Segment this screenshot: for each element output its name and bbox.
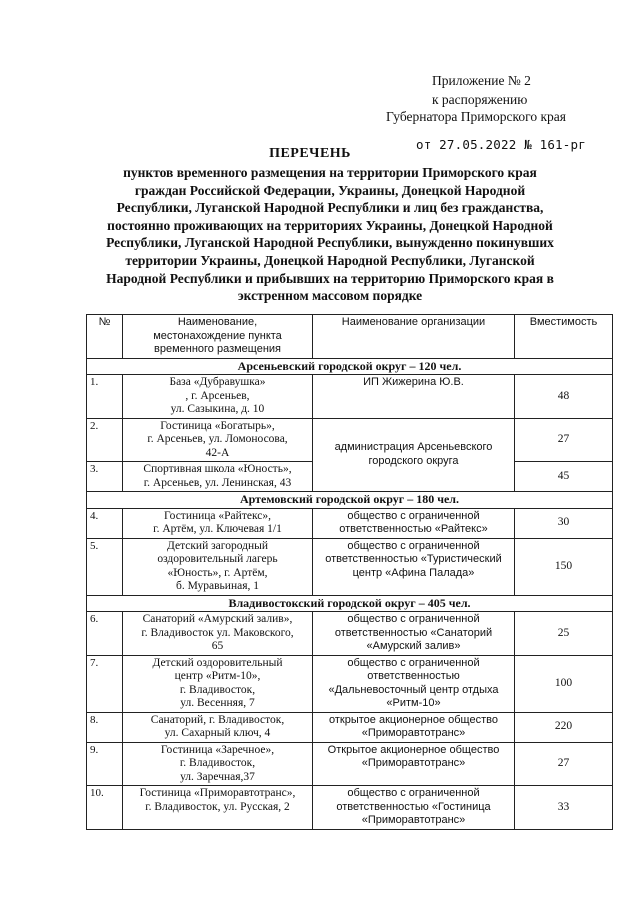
document-subtitle <box>80 164 580 305</box>
row-organization: открытое акционерное общество «Приморавтотранс» <box>313 712 515 742</box>
subtitle-line: Республики, Луганской Народной Республики, вынужденно покинувших <box>106 235 554 251</box>
row-place: Спортивная школа «Юность», г. Арсеньев, ул. Ленинская, 43 <box>123 462 313 492</box>
row-number: 7. <box>87 655 123 712</box>
order-reference-stamp: от 27.05.2022 № 161-рг <box>416 137 586 152</box>
subtitle-line: пунктов временного размещения на территории Приморского края <box>123 165 537 180</box>
subtitle-line: территории Украины, Донецкой Народной Республики, Луганской <box>125 252 535 268</box>
row-place: Гостиница «Приморавтотранс», г. Владивосток, ул. Русская, 2 <box>123 786 313 830</box>
row-organization: общество с ограниченной ответственностью «Райтекс» <box>313 508 515 538</box>
row-number: 6. <box>87 612 123 656</box>
subtitle-line: постоянно проживающих на территориях Украины, Донецкой Народной <box>107 217 553 233</box>
table-row <box>87 786 613 830</box>
row-place: Санаторий «Амурский залив», г. Владивосток ул. Маковского, 65 <box>123 612 313 656</box>
row-place: База «Дубравушка» , г. Арсеньев, ул. Сазыкина, д. 10 <box>123 375 313 419</box>
row-capacity: 48 <box>515 375 613 419</box>
appendix-number: Приложение № 2 <box>432 73 531 88</box>
row-capacity: 30 <box>515 508 613 538</box>
appendix-order-type: к распоряжению <box>432 92 528 107</box>
row-number: 8. <box>87 712 123 742</box>
row-place: Детский загородный оздоровительный лагерь «Юность», г. Артём, б. Муравьиная, 1 <box>123 538 313 595</box>
section-title: Артемовский городской округ – 180 чел. <box>87 492 613 509</box>
subtitle-line: Народной Республики и прибывших на территорию Приморского края в <box>106 270 554 286</box>
table-row <box>87 538 613 595</box>
table-row <box>87 418 613 462</box>
row-capacity: 25 <box>515 612 613 656</box>
table-row <box>87 375 613 419</box>
section-row-artem <box>87 492 613 509</box>
row-number: 4. <box>87 508 123 538</box>
header-place: Наименование, местонахождение пункта временного размещения <box>123 315 313 359</box>
row-organization: общество с ограниченной ответственностью «Санаторий «Амурский залив» <box>313 612 515 656</box>
row-place: Гостиница «Райтекс», г. Артём, ул. Ключевая 1/1 <box>123 508 313 538</box>
row-capacity: 220 <box>515 712 613 742</box>
row-number: 9. <box>87 742 123 786</box>
row-place: Гостиница «Заречное», г. Владивосток, ул. Заречная,37 <box>123 742 313 786</box>
row-organization: ИП Жижерина Ю.В. <box>313 375 515 419</box>
subtitle-line: Республики, Луганской Народной Республики и лиц без гражданства, <box>116 200 544 216</box>
header-organization: Наименование организации <box>313 315 515 359</box>
header-number: № <box>87 315 123 359</box>
row-capacity: 27 <box>515 742 613 786</box>
placement-points-table <box>86 314 613 830</box>
row-capacity: 27 <box>515 418 613 462</box>
row-number: 5. <box>87 538 123 595</box>
row-number: 1. <box>87 375 123 419</box>
row-organization: общество с ограниченной ответственностью «Гостиница «Приморавтотранс» <box>313 786 515 830</box>
row-organization-merged: администрация Арсеньевского городского округа <box>313 418 515 492</box>
document-title <box>0 146 640 162</box>
table-row <box>87 712 613 742</box>
row-capacity: 100 <box>515 655 613 712</box>
row-organization: Открытое акционерное общество «Приморавтотранс» <box>313 742 515 786</box>
row-capacity: 150 <box>515 538 613 595</box>
row-number: 2. <box>87 418 123 462</box>
table-header-row <box>87 315 613 359</box>
row-place: Санаторий, г. Владивосток, ул. Сахарный ключ, 4 <box>123 712 313 742</box>
row-capacity: 45 <box>515 462 613 492</box>
appendix-header <box>386 72 620 125</box>
table-row <box>87 508 613 538</box>
row-organization: общество с ограниченной ответственностью «Туристический центр «Афина Палада» <box>313 538 515 595</box>
subtitle-line: граждан Российской Федерации, Украины, Донецкой Народной <box>134 182 526 198</box>
section-row-vladivostok <box>87 595 613 612</box>
section-row-arsenyev <box>87 358 613 375</box>
table-row <box>87 612 613 656</box>
table-row <box>87 655 613 712</box>
section-title: Арсеньевский городской округ – 120 чел. <box>87 358 613 375</box>
header-capacity: Вместимость <box>515 315 613 359</box>
row-number: 3. <box>87 462 123 492</box>
subtitle-line: экстренном массовом порядке <box>237 288 423 304</box>
appendix-issuer: Губернатора Приморского края <box>386 109 566 124</box>
row-capacity: 33 <box>515 786 613 830</box>
row-number: 10. <box>87 786 123 830</box>
row-place: Детский оздоровительный центр «Ритм-10», г. Владивосток, ул. Весенняя, 7 <box>123 655 313 712</box>
document-title-text: ПЕРЕЧЕНЬ <box>269 146 351 161</box>
row-place: Гостиница «Богатырь», г. Арсеньев, ул. Ломоносова, 42-А <box>123 418 313 462</box>
row-organization: общество с ограниченной ответственностью «Дальневосточный центр отдыха «Ритм-10» <box>313 655 515 712</box>
table-row <box>87 742 613 786</box>
section-title: Владивостокский городской округ – 405 чел. <box>87 595 613 612</box>
